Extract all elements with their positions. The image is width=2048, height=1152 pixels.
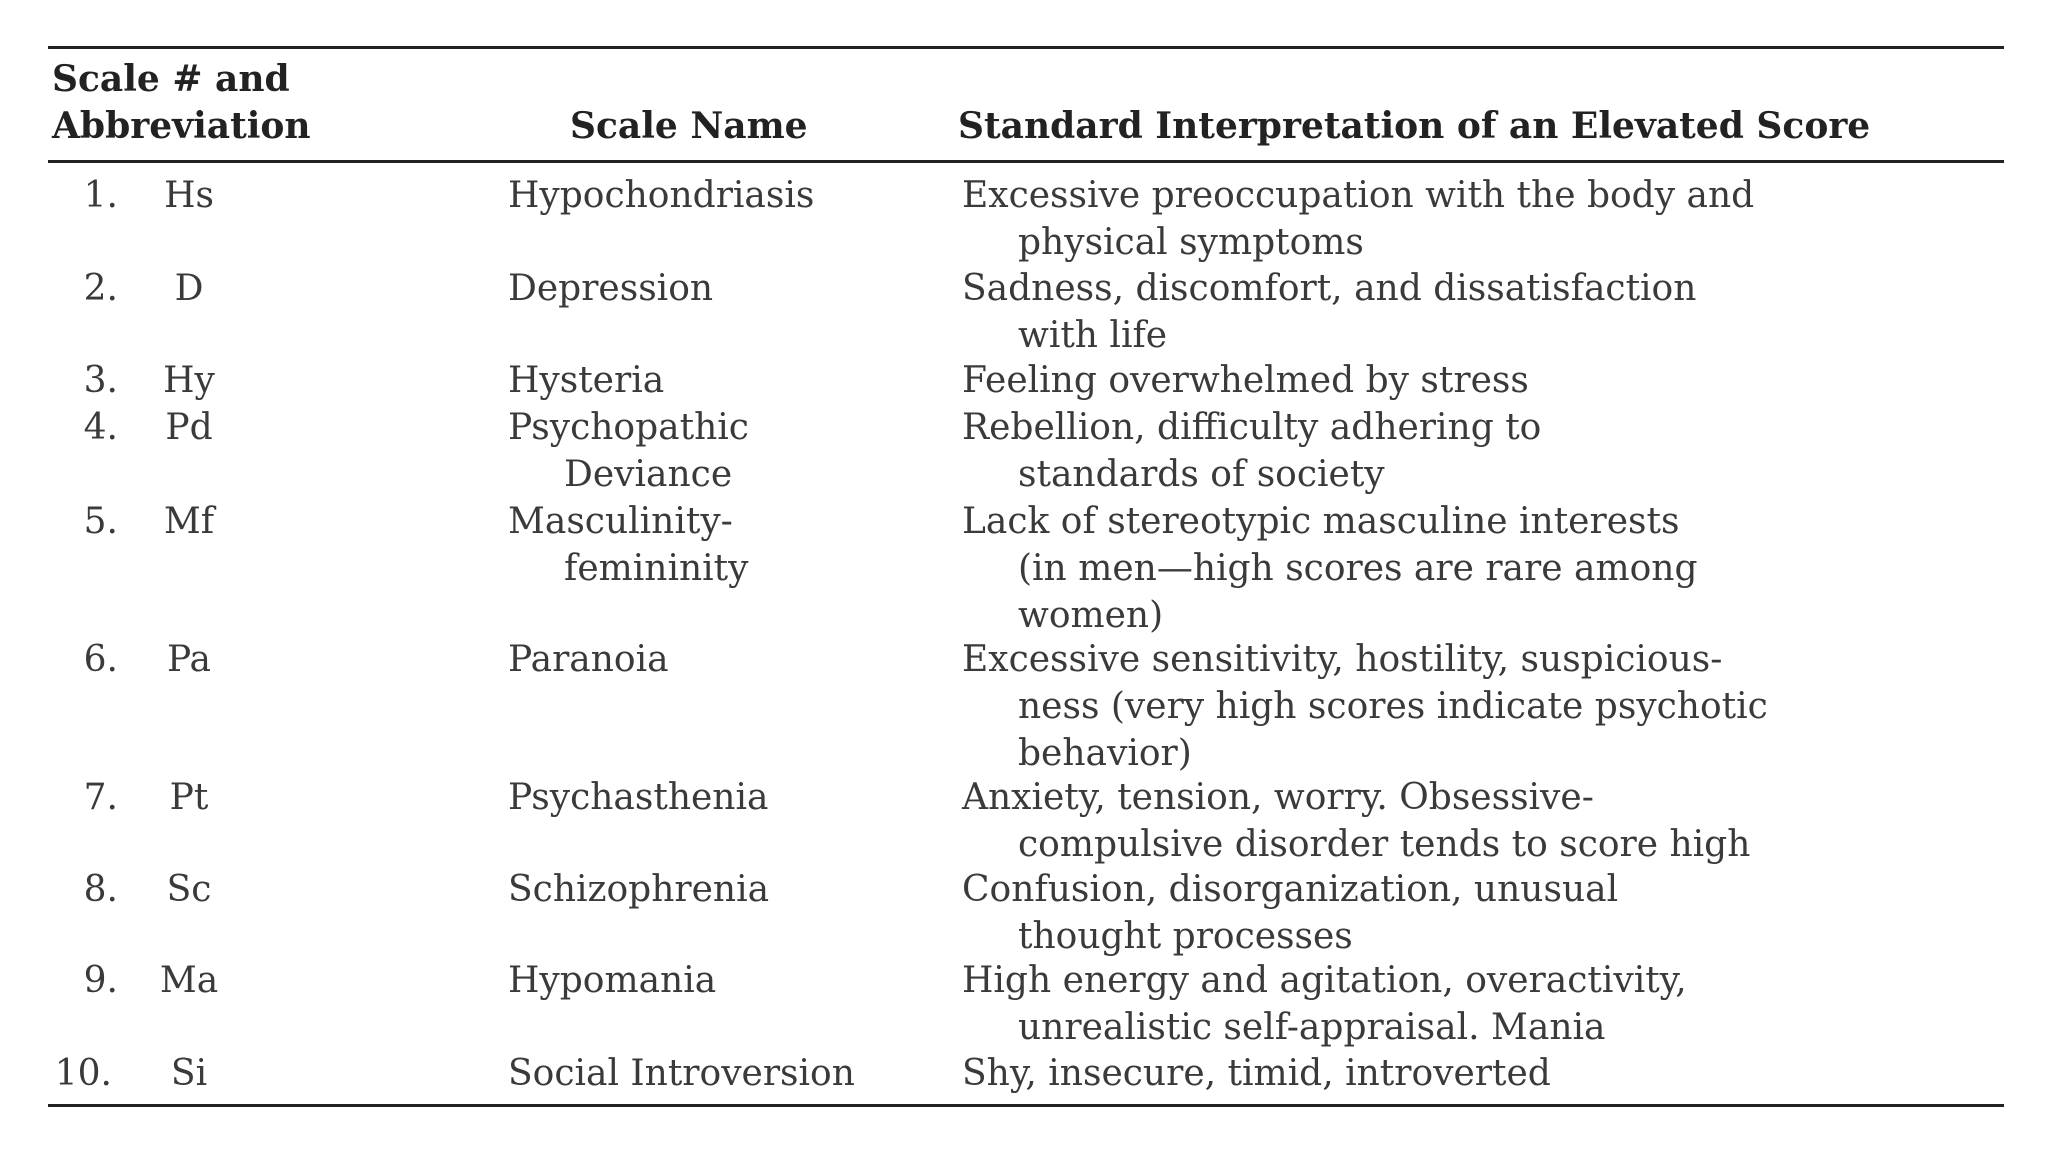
table-row-scale-name [508, 957, 716, 1004]
table-row-abbreviation: Si [170, 1053, 208, 1094]
interpretation-line: Excessive preoccupation with the body and [962, 175, 1755, 216]
table-row-interpretation [962, 957, 1687, 1051]
table-row-scale-name [508, 172, 814, 219]
interpretation-line: Rebellion, difficulty adhering to [962, 407, 1542, 448]
table-row-number: 6. [83, 639, 118, 680]
table-row-scale-name [508, 866, 769, 913]
table-row-abbreviation: D [174, 268, 204, 309]
table-row-scale-name [508, 1050, 855, 1097]
table-row-number: 3. [83, 360, 118, 401]
interpretation-line: Feeling overwhelmed by stress [962, 360, 1529, 401]
scale-name-line: Social Introversion [508, 1053, 855, 1094]
table-row-scale-name [508, 357, 664, 404]
interpretation-line: Excessive sensitivity, hostility, suspicious- [962, 639, 1723, 680]
interpretation-line: ness (very high scores indicate psychotic [1018, 686, 1768, 727]
interpretation-line: behavior) [1018, 733, 1192, 774]
interpretation-line: (in men—high scores are rare among [1018, 548, 1698, 589]
table-row-abbreviation: Pa [166, 639, 212, 680]
table-row-interpretation [962, 774, 1750, 868]
table-row-number: 7. [83, 777, 118, 818]
table-row-abbreviation: Hs [164, 175, 214, 216]
interpretation-line: thought processes [1018, 916, 1353, 957]
interpretation-line: High energy and agitation, overactivity, [962, 960, 1687, 1001]
table-row-number: 4. [83, 407, 118, 448]
header-scale-line-2: Abbreviation [52, 105, 311, 147]
interpretation-line: unrealistic self-appraisal. Mania [1018, 1007, 1606, 1048]
scale-name-line: Schizophrenia [508, 869, 770, 910]
table-bottom-rule [48, 1104, 2004, 1107]
scale-name-line: femininity [564, 548, 749, 589]
table-row-scale-name [508, 404, 749, 498]
scale-name-line: Depression [508, 268, 714, 309]
table-row-interpretation [962, 265, 1696, 359]
table-row-abbreviation: Mf [163, 501, 215, 542]
table-row-abbreviation: Sc [166, 869, 212, 910]
scale-name-line: Hypomania [508, 960, 717, 1001]
table-row-interpretation [962, 636, 1768, 777]
table-top-rule [48, 46, 2004, 49]
table-row-interpretation [962, 866, 1618, 960]
scale-name-line: Psychasthenia [508, 777, 769, 818]
table-row-number: 5. [83, 501, 118, 542]
table-row-interpretation [962, 404, 1541, 498]
table-row-number: 9. [83, 960, 118, 1001]
scale-name-line: Masculinity- [508, 501, 733, 542]
scale-name-line: Psychopathic [508, 407, 749, 448]
interpretation-line: Shy, insecure, timid, introverted [962, 1053, 1551, 1094]
header-scale-line-1: Scale # and [52, 58, 290, 100]
table-row-interpretation [962, 498, 1697, 639]
table-row-abbreviation: Pt [169, 777, 209, 818]
table-row-number: 2. [83, 268, 118, 309]
table-row-number: 1. [83, 175, 118, 216]
table-row-interpretation [962, 172, 1754, 266]
interpretation-line: with life [1018, 315, 1168, 356]
interpretation-line: Anxiety, tension, worry. Obsessive- [962, 777, 1594, 818]
table-row-abbreviation: Pd [165, 407, 213, 448]
header-scale-name: Scale Name [570, 105, 808, 147]
scale-name-line: Deviance [564, 454, 733, 495]
header-interpretation: Standard Interpretation of an Elevated Score [958, 105, 1871, 147]
table-row-interpretation [962, 357, 1529, 404]
interpretation-line: physical symptoms [1018, 222, 1364, 263]
interpretation-line: Sadness, discomfort, and dissatisfaction [962, 268, 1697, 309]
header-scale-number [52, 56, 311, 150]
table-row-abbreviation: Hy [163, 360, 215, 401]
table-row-scale-name [508, 498, 748, 592]
interpretation-line: Lack of stereotypic masculine interests [962, 501, 1680, 542]
header-rule [48, 160, 2004, 163]
scale-name-line: Hysteria [508, 360, 665, 401]
table-row-number: 10. [54, 1053, 112, 1094]
interpretation-line: women) [1018, 595, 1164, 636]
interpretation-line: standards of society [1018, 454, 1385, 495]
table-row-scale-name [508, 774, 768, 821]
table-row-number: 8. [83, 869, 118, 910]
interpretation-line: compulsive disorder tends to score high [1018, 824, 1751, 865]
table-row-interpretation [962, 1050, 1551, 1097]
table-row-abbreviation: Ma [159, 960, 219, 1001]
table-row-scale-name [508, 636, 669, 683]
interpretation-line: Confusion, disorganization, unusual [962, 869, 1619, 910]
scale-name-line: Hypochondriasis [508, 175, 815, 216]
table-row-scale-name [508, 265, 713, 312]
scale-name-line: Paranoia [508, 639, 669, 680]
